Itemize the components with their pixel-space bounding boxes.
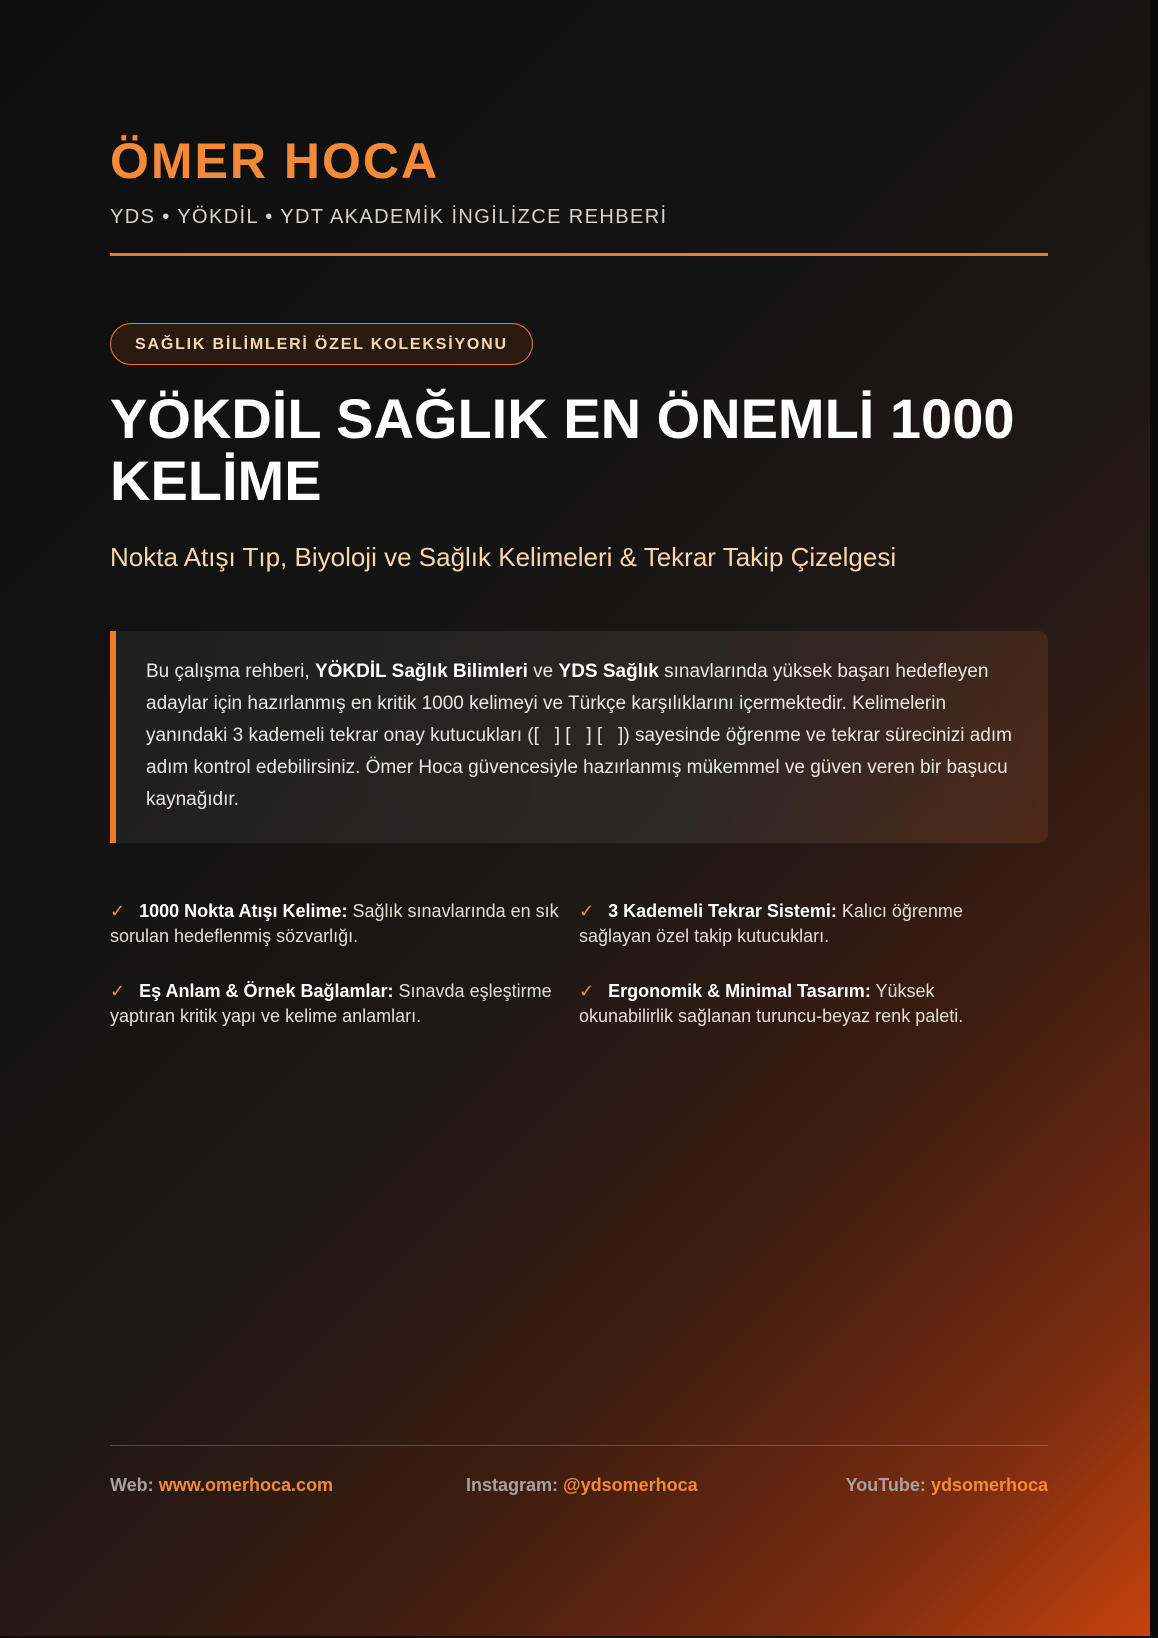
feature-item: [110, 979, 560, 1029]
feature-title: 1000 Nokta Atışı Kelime:: [139, 901, 348, 921]
brand-name: ÖMER HOCA: [110, 133, 440, 189]
intro-text: sınavlarında yüksek başarı hedefleyen adaylar için hazırlanmış en kritik 1000 kelimeyi ve Türkçe karşılıklarını içermektedir. Kelimelerin yanındaki 3 kademeli tekrar onay kutucukları (: [146, 661, 989, 746]
feature-text: Sınavda eşleştirme yaptıran kritik yapı ve kelime anlamları.: [110, 981, 552, 1026]
feature-text: Yüksek okunabilirlik sağlanan turuncu-beyaz renk paleti.: [579, 981, 964, 1026]
footer-instagram-label: Instagram:: [466, 1475, 559, 1495]
feature-title: Eş Anlam & Örnek Bağlamlar:: [139, 981, 394, 1001]
feature-title: Ergonomik & Minimal Tasarım:: [608, 981, 871, 1001]
feature-item: [579, 899, 1029, 949]
intro-highlight-yds: YDS Sağlık: [558, 661, 659, 682]
footer: [110, 1474, 1048, 1496]
collection-badge: SAĞLIK BİLİMLERİ ÖZEL KOLEKSİYONU: [110, 323, 533, 365]
intro-text: ve: [527, 661, 559, 682]
footer-youtube-label: YouTube:: [845, 1475, 926, 1495]
footer-web-label: Web:: [110, 1475, 154, 1495]
feature-text: Kalıcı öğrenme sağlayan özel takip kutucukları.: [579, 901, 963, 946]
intro-text: Bu çalışma rehberi,: [146, 661, 315, 682]
footer-instagram-link[interactable]: @ydsomerhoca: [563, 1475, 698, 1495]
footer-web: [110, 1474, 333, 1496]
footer-youtube-link[interactable]: ydsomerhoca: [930, 1475, 1048, 1495]
check-icon: ✓: [579, 981, 595, 1001]
intro-highlight-yokdil: YÖKDİL Sağlık Bilimleri: [314, 661, 528, 682]
check-icon: ✓: [579, 901, 595, 921]
footer-web-link[interactable]: www.omerhoca.com: [158, 1475, 334, 1495]
checkbox-sample: [ ] [ ] [ ]: [533, 725, 624, 746]
footer-divider: [110, 1445, 1048, 1446]
feature-text: Sağlık sınavlarında en sık sorulan hedeflenmiş sözvarlığı.: [110, 901, 559, 946]
header-divider: [110, 253, 1048, 256]
intro-text: ) sayesinde öğrenme ve tekrar sürecinizi adım adım kontrol edebilirsiniz. Ömer Hoca güvencesiyle hazırlanmış mükemmel ve güven veren bir başucu kaynağıdır.: [146, 725, 1012, 810]
footer-youtube: [846, 1474, 1048, 1496]
page-subtitle: Nokta Atışı Tıp, Biyoloji ve Sağlık Kelimeleri & Tekrar Takip Çizelgesi: [110, 542, 897, 572]
footer-instagram: [466, 1474, 698, 1496]
check-icon: ✓: [110, 901, 126, 921]
cover-content: [110, 0, 1048, 1636]
page-title: YÖKDİL SAĞLIK EN ÖNEMLİ 1000 KELİME: [110, 387, 1015, 512]
feature-title: 3 Kademeli Tekrar Sistemi:: [608, 901, 837, 921]
check-icon: ✓: [110, 981, 126, 1001]
intro-box: [110, 631, 1048, 843]
feature-item: [110, 899, 560, 949]
brand-tagline: YDS • YÖKDİL • YDT AKADEMİK İNGİLİZCE REHBERİ: [110, 206, 668, 228]
feature-item: [579, 979, 1029, 1029]
